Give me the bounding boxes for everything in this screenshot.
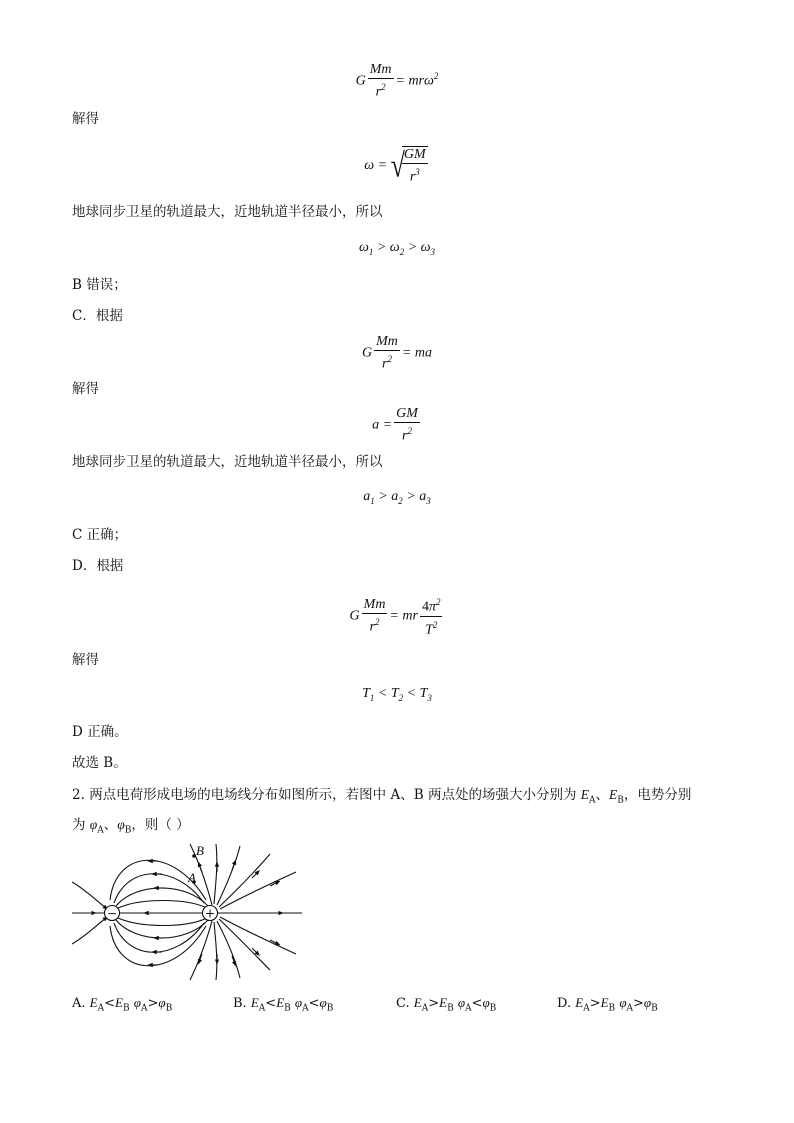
- potential-intro: ，电势分别: [623, 787, 692, 803]
- ray-10: [220, 917, 296, 954]
- field-line-lower-4: [118, 918, 207, 926]
- ray-8: [217, 921, 240, 978]
- point-b-label: B: [196, 843, 204, 858]
- equation-gravity-omega: G $\frac{Mm}{r^2}$ = mrω$^2$: [355, 62, 439, 100]
- ray-9: [219, 919, 270, 970]
- option-a[interactable]: A. $E_A<E_B$ $\varphi_A>\varphi_B$: [72, 995, 173, 1014]
- option-c-e-compare: >: [428, 996, 440, 1011]
- option-d[interactable]: D. $E_A>E_B$ $\varphi_A>\varphi_B$: [557, 995, 658, 1014]
- option-b-letter: B.: [233, 996, 247, 1011]
- field-line-upper-4: [118, 901, 207, 909]
- option-d-phi-compare: >: [633, 996, 644, 1011]
- option-c-letter: C.: [396, 996, 410, 1011]
- text-d-right: D 正确。: [72, 724, 128, 740]
- text-b-wrong: B 错误；: [72, 277, 127, 293]
- electric-field-diagram: [66, 842, 310, 982]
- text-geo-orbit-2: 地球同步卫星的轨道最大，近地轨道半径最小，所以: [72, 454, 383, 470]
- text-geo-orbit-1: 地球同步卫星的轨道最大，近地轨道半径最小，所以: [72, 204, 383, 220]
- separator: 、: [103, 817, 118, 833]
- ray-2: [214, 844, 217, 904]
- ray-arrow-3: [232, 862, 235, 870]
- equation-gravity-accel: G $\frac{Mm}{r^2}$ = ma: [362, 334, 432, 372]
- equation-gravity-period: G $\frac{Mm}{r^2}$ = mr $\frac{4\pi^2}{T^2}$: [0, 594, 794, 638]
- option-a-e-compare: <: [104, 996, 116, 1011]
- ray-3: [217, 846, 240, 905]
- text-solve-1: 解得: [72, 111, 99, 127]
- option-c[interactable]: C. $E_A>E_B$ $\varphi_A<\varphi_B$: [396, 995, 497, 1014]
- field-line-left-up: [72, 882, 106, 908]
- ray-5: [220, 872, 296, 909]
- equation-accel-result: a = $\frac{GM}{r^2}$: [372, 406, 418, 444]
- text-c-right: C 正确；: [72, 527, 128, 543]
- negative-sign: −: [106, 906, 118, 921]
- field-line-left-down: [72, 918, 106, 944]
- negative-charge: [105, 906, 120, 921]
- text-solve-2: 解得: [72, 381, 99, 397]
- equation-accel-order: $a_1 > a_2 > a_3$: [363, 489, 431, 506]
- text-c-basis: C．根据: [72, 308, 123, 324]
- option-d-letter: D.: [557, 996, 572, 1011]
- stem-for: 为: [72, 817, 86, 833]
- equation-omega-result: ω = √ $\frac{GM}{r^3}$: [364, 146, 426, 185]
- text-choose-b: 故选 B。: [72, 755, 127, 771]
- question-2-stem-line2: 为 $\varphi_A$、$\varphi_B$，则（ ）: [72, 817, 190, 836]
- point-a-label: A: [188, 870, 196, 885]
- equation-period-order: $T_1 < T_2 < T_3$: [362, 686, 432, 703]
- positive-charge: [203, 906, 218, 921]
- option-b[interactable]: B. $E_A<E_B$ $\varphi_A<\varphi_B$: [233, 995, 334, 1014]
- ray-7: [214, 922, 217, 980]
- positive-sign: +: [204, 906, 216, 921]
- separator: 、: [595, 787, 609, 803]
- option-d-e-compare: >: [589, 996, 601, 1011]
- question-stem-text: 两点电荷形成电场的电场线分布如图所示，若图中 A、B 两点处的场强大小分别为: [89, 787, 577, 803]
- ray-6: [190, 921, 212, 980]
- option-a-letter: A.: [72, 996, 86, 1011]
- text-d-basis: D．根据: [72, 558, 124, 574]
- stem-then: ，则（ ）: [131, 817, 190, 833]
- ray-arrow-1: [199, 864, 202, 872]
- equation-omega-order: $\omega_1 > \omega_2 > \omega_3$: [358, 240, 436, 257]
- option-c-phi-compare: <: [471, 996, 483, 1011]
- option-b-e-compare: <: [265, 996, 277, 1011]
- option-b-phi-compare: <: [308, 996, 320, 1011]
- question-2-stem-line1: 2. 两点电荷形成电场的电场线分布如图所示，若图中 A、B 两点处的场强大小分别为 $E_A$、$E_B$，电势分别: [72, 787, 692, 806]
- option-a-phi-compare: >: [147, 996, 159, 1011]
- question-number: 2.: [72, 787, 85, 803]
- ray-4: [219, 854, 270, 907]
- text-solve-3: 解得: [72, 652, 99, 668]
